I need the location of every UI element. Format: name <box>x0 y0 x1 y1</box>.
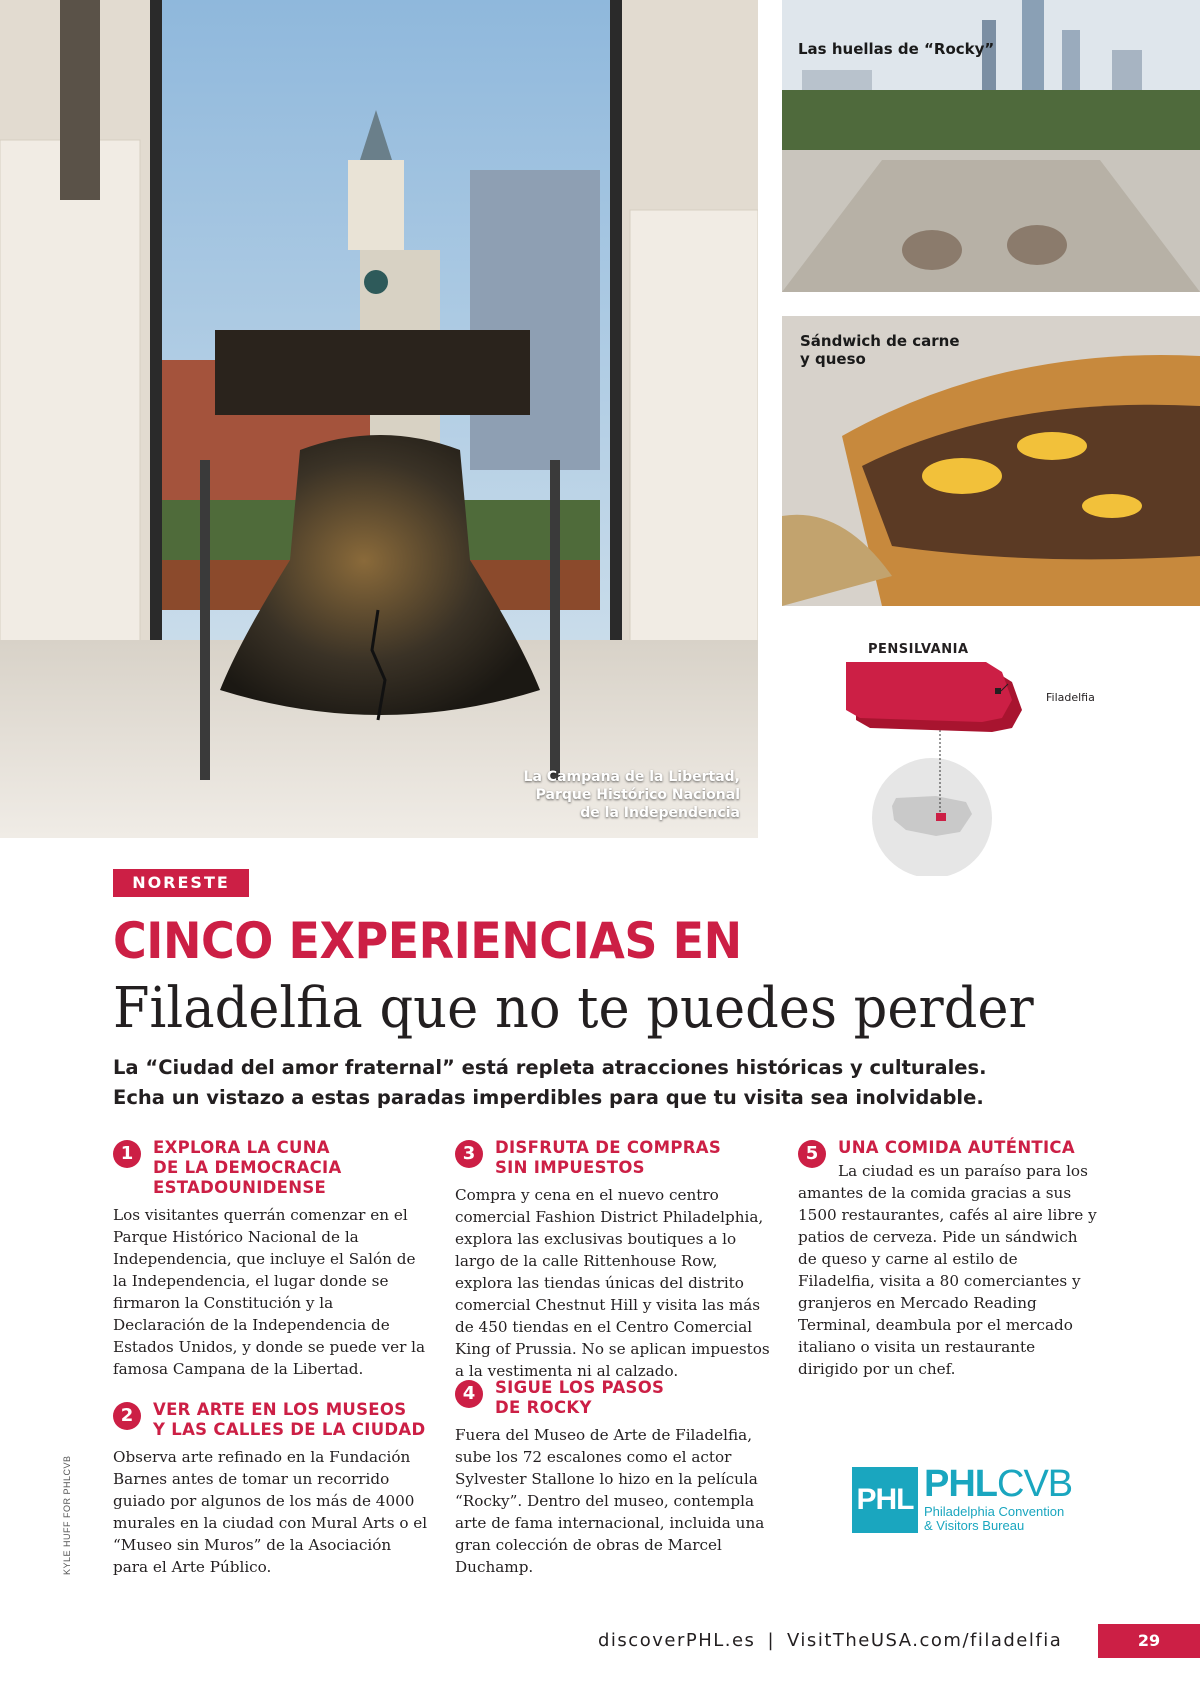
item-body: Observa arte refinado en la Fundación Barnes antes de tomar un recorrido guiado por algunos de los más de 4000 murales en la ciudad con Mural Arts o el “Museo sin Muros” de la Asociación para el Arte Público. <box>113 1448 428 1576</box>
rocky-caption: Las huellas de “Rocky” <box>798 40 995 58</box>
intro-paragraph <box>113 1053 1113 1113</box>
map-city-label: Filadelfia <box>1046 691 1095 704</box>
item-body: Fuera del Museo de Arte de Filadelfia, sube los 72 escalones como el actor Sylvester Stallone lo hizo en la película “Rocky”. Dentro del museo, contempla arte de fama internacional, incluida una gran colección de obras de Marcel Duchamp. <box>455 1426 765 1576</box>
experience-item-3 <box>455 1138 775 1382</box>
experience-item-2 <box>113 1400 429 1578</box>
experience-item-5 <box>798 1138 1098 1380</box>
bell-caption <box>460 768 740 822</box>
sandwich-caption <box>800 332 1000 368</box>
pennsylvania-map <box>836 636 1096 876</box>
item-heading-line: Y LAS CALLES DE LA CIUDAD <box>153 1420 426 1439</box>
item-heading-line: VER ARTE EN LOS MUSEOS <box>153 1400 407 1419</box>
item-number-badge: 5 <box>798 1140 826 1168</box>
footer-link-visittheusa[interactable]: VisitTheUSA.com/filadelfia <box>787 1630 1063 1651</box>
item-body: Los visitantes querrán comenzar en el Parque Histórico Nacional de la Independencia, que incluye el Salón de la Independencia, el lugar donde se firmaron la Constitución y la Declaración de la Independencia de Estados Unidos, y donde se puede ver la famosa Campana de la Libertad. <box>113 1206 426 1378</box>
item-number-badge: 1 <box>113 1140 141 1168</box>
bell-caption-line: de la Independencia <box>580 805 740 821</box>
logo-subtitle-line: & Visitors Bureau <box>924 1518 1025 1533</box>
cheesesteak-photo <box>782 316 1200 606</box>
page-number: 29 <box>1098 1624 1200 1658</box>
photo-credit: KYLE HUFF FOR PHLCVB <box>62 1455 72 1575</box>
item-heading-line: DE LA DEMOCRACIA <box>153 1158 342 1177</box>
item-heading-line: SIN IMPUESTOS <box>495 1158 645 1177</box>
bell-caption-line: La Campana de la Libertad, <box>523 769 740 785</box>
item-number-badge: 2 <box>113 1402 141 1430</box>
item-heading-line: DE ROCKY <box>495 1398 592 1417</box>
experience-item-4 <box>455 1378 775 1578</box>
logo-title <box>924 1463 1072 1506</box>
rocky-footprints-photo <box>782 0 1200 292</box>
logo-title-thin: CVB <box>997 1463 1073 1505</box>
subheadline: Filadelfia que no te puedes perder <box>113 976 1034 1041</box>
logo-title-bold: PHL <box>924 1463 997 1505</box>
item-heading <box>838 1138 1098 1158</box>
item-heading <box>153 1138 429 1198</box>
item-heading-line: EXPLORA LA CUNA <box>153 1138 330 1157</box>
experience-item-1 <box>113 1138 429 1380</box>
liberty-bell-photo <box>0 0 758 838</box>
headline: CINCO EXPERIENCIAS EN <box>113 912 742 970</box>
item-heading-line: DISFRUTA DE COMPRAS <box>495 1138 722 1157</box>
intro-line: Echa un vistazo a estas paradas imperdibles para que tu visita sea inolvidable. <box>113 1086 984 1109</box>
logo-subtitle <box>924 1505 1064 1533</box>
sandwich-caption-line: y queso <box>800 350 866 368</box>
item-heading-line: SIGUE LOS PASOS <box>495 1378 665 1397</box>
intro-line: La “Ciudad del amor fraternal” está repleta atracciones históricas y culturales. <box>113 1056 987 1079</box>
item-heading-line: UNA COMIDA AUTÉNTICA <box>838 1138 1075 1157</box>
item-heading <box>153 1400 429 1440</box>
footer-link-discoverphl[interactable]: discoverPHL.es <box>598 1630 756 1651</box>
bell-caption-line: Parque Histórico Nacional <box>535 787 740 803</box>
logo-subtitle-line: Philadelphia Convention <box>924 1504 1065 1519</box>
footer-separator: | <box>767 1630 776 1651</box>
item-heading <box>495 1378 775 1418</box>
item-body: Compra y cena en el nuevo centro comercial Fashion District Philadelphia, explora las exclusivas boutiques a lo largo de la calle Rittenhouse Row, explora las tiendas únicas del distrito comercial Chestnut Hill y visita las más de 450 tiendas en el Centro Comercial King of Prussia. No se aplican impuestos a la vestimenta ni al calzado. <box>455 1186 770 1380</box>
phlcvb-logo <box>852 1463 1088 1533</box>
map-state-label: PENSILVANIA <box>868 642 969 657</box>
phl-logo-mark: PHL <box>852 1467 918 1533</box>
footer-links <box>598 1630 1062 1651</box>
item-heading <box>495 1138 775 1178</box>
item-body: La ciudad es un paraíso para los amantes de la comida gracias a sus 1500 restaurantes, cafés al aire libre y patios de cerveza. Pide un sándwich de queso y carne al estilo de Filadelfia, visita a 80 comerciantes y granjeros en Mercado Reading Terminal, deambula por el mercado italiano o visita un restaurante dirigido por un chef. <box>798 1162 1097 1378</box>
section-tag: NORESTE <box>113 869 249 897</box>
item-number-badge: 4 <box>455 1380 483 1408</box>
sandwich-caption-line: Sándwich de carne <box>800 332 960 350</box>
item-heading-line: ESTADOUNIDENSE <box>153 1178 327 1197</box>
item-number-badge: 3 <box>455 1140 483 1168</box>
